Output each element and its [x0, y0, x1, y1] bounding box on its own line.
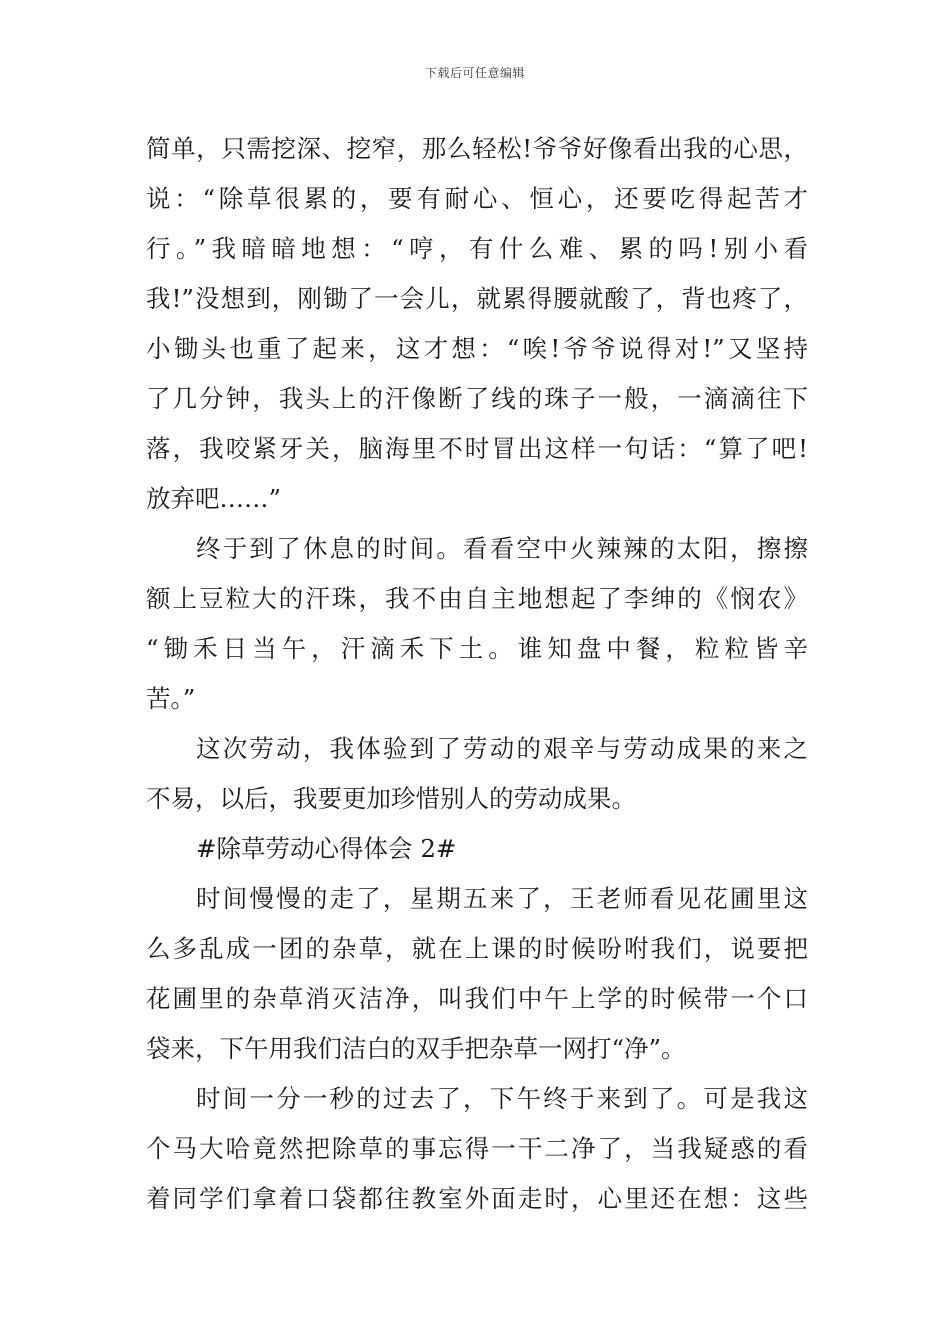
text-line: 苦。”	[146, 684, 196, 713]
text-line: 行。”我暗暗地想：“哼，有什么难、累的吗!别小看	[146, 234, 808, 263]
text-line: 花圃里的杂草消灭洁净，叫我们中午上学的时候带一个口	[146, 984, 808, 1013]
text-line: 简单，只需挖深、挖窄，那么轻松!爷爷好像看出我的心思，	[146, 134, 808, 163]
text-line: 说：“除草很累的，要有耐心、恒心，还要吃得起苦才	[146, 184, 808, 213]
section-heading: #除草劳动心得体会 2#	[196, 834, 457, 863]
text-line: 么多乱成一团的杂草，就在上课的时候吩咐我们，说要把	[146, 934, 808, 963]
text-line: 落，我咬紧牙关，脑海里不时冒出这样一句话：“算了吧!	[146, 434, 808, 463]
text-line: 个马大哈竟然把除草的事忘得一干二净了，当我疑惑的看	[146, 1134, 808, 1163]
paragraph-start-line: 时间慢慢的走了，星期五来了，王老师看见花圃里这	[196, 884, 808, 913]
text-line: 着同学们拿着口袋都往教室外面走时，心里还在想：这些	[146, 1184, 808, 1213]
text-line: 额上豆粒大的汗珠，我不由自主地想起了李绅的《悯农》	[146, 584, 808, 613]
text-line: 袋来，下午用我们洁白的双手把杂草一网打“净”。	[146, 1034, 686, 1063]
paragraph-start-line: 终于到了休息的时间。看看空中火辣辣的太阳，擦擦	[196, 534, 808, 563]
text-line: “锄禾日当午，汗滴禾下土。谁知盘中餐，粒粒皆辛	[146, 634, 808, 663]
page-header: 下载后可任意编辑	[424, 66, 525, 80]
text-line: 我!”没想到，刚锄了一会儿，就累得腰就酸了，背也疼了，	[146, 284, 808, 313]
text-line: 小锄头也重了起来，这才想：“唉!爷爷说得对!”又坚持	[146, 334, 808, 363]
document-body	[146, 124, 808, 1224]
text-line: 不易，以后，我要更加珍惜别人的劳动成果。	[146, 784, 636, 813]
paragraph-start-line: 这次劳动，我体验到了劳动的艰辛与劳动成果的来之	[196, 734, 808, 763]
text-line: 放弃吧……”	[146, 484, 282, 513]
paragraph-start-line: 时间一分一秒的过去了，下午终于来到了。可是我这	[196, 1084, 808, 1113]
text-line: 了几分钟，我头上的汗像断了线的珠子一般，一滴滴往下	[146, 384, 808, 413]
